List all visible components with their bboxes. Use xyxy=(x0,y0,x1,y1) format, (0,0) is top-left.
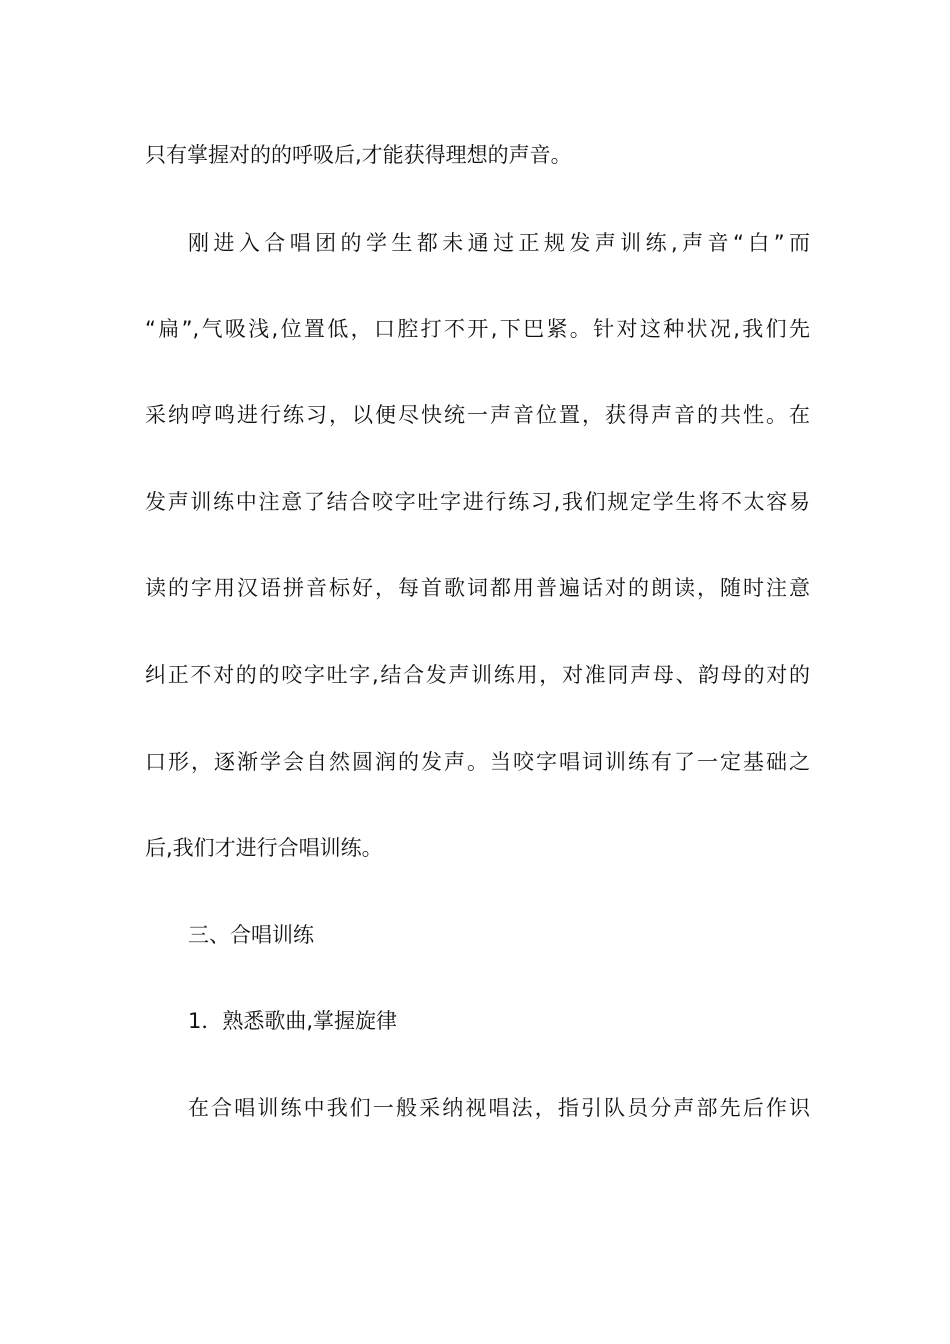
paragraph-line: 只有掌握对的的呼吸后,才能获得理想的声音。 xyxy=(145,143,572,167)
section-heading: 三、合唱训练 xyxy=(188,923,314,947)
paragraph-line: 口形，逐渐学会自然圆润的发声。当咬字唱词训练有了一定基础之 xyxy=(145,750,810,774)
paragraph-line: 纠正不对的的咬字吐字,结合发声训练用，对准同声母、韵母的对的 xyxy=(145,663,810,687)
paragraph-line: “扁”,气吸浅,位置低，口腔打不开,下巴紧。针对这种状况,我们先 xyxy=(145,317,810,341)
subsection-heading: 1．熟悉歌曲,掌握旋律 xyxy=(188,1009,398,1033)
paragraph-line: 采纳哼鸣进行练习，以便尽快统一声音位置，获得声音的共性。在 xyxy=(145,403,810,427)
paragraph-line: 刚进入合唱团的学生都未通过正规发声训练,声音“白”而 xyxy=(188,231,810,255)
paragraph-line: 后,我们才进行合唱训练。 xyxy=(145,836,383,860)
paragraph-line: 发声训练中注意了结合咬字吐字进行练习,我们规定学生将不太容易 xyxy=(145,490,810,514)
paragraph-line: 读的字用汉语拼音标好，每首歌词都用普遍话对的朗读，随时注意 xyxy=(145,576,810,600)
paragraph-line: 在合唱训练中我们一般采纳视唱法，指引队员分声部先后作识 xyxy=(188,1096,810,1120)
